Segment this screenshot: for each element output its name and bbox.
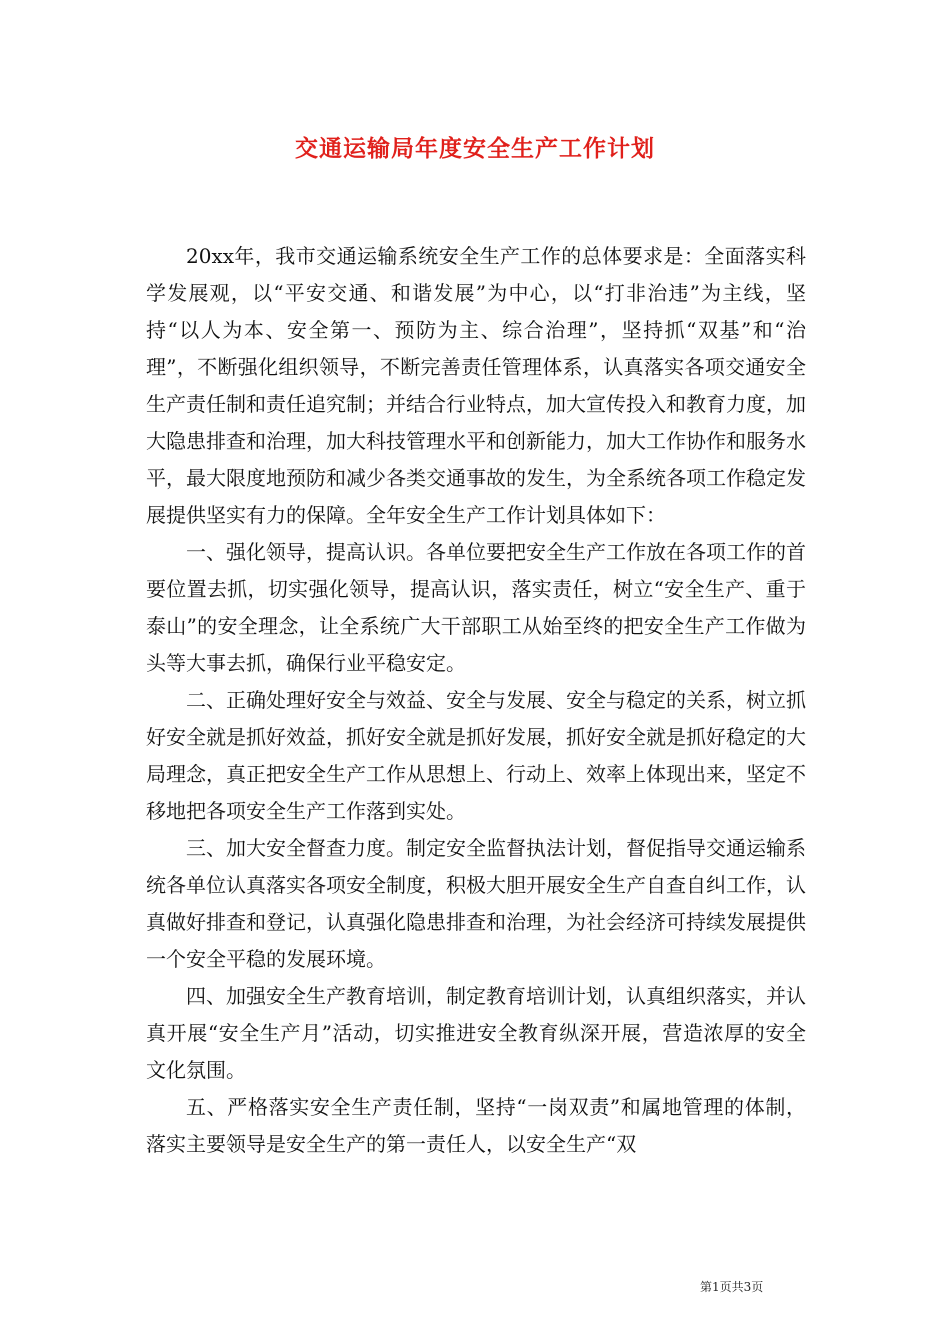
paragraph-2: 二、正确处理好安全与效益、安全与发展、安全与稳定的关系，树立抓好安全就是抓好效益，抓好安全就是抓好发展，抓好安全就是抓好稳定的大局理念，真正把安全生产工作从思想上、行动上、效率上体现出来，坚定不移地把各项安全生产工作落到实处。 (146, 688, 806, 823)
paragraph-5: 五、严格落实安全生产责任制，坚持“一岗双责”和属地管理的体制，落实主要领导是安全生产的第一责任人，以安全生产“双 (146, 1095, 806, 1156)
paragraph-intro: 20xx年，我市交通运输系统安全生产工作的总体要求是：全面落实科学发展观，以“平安交通、和谐发展”为中心，以“打非治违”为主线，坚持“以人为本、安全第一、预防为主、综合治理”，坚持抓“双基”和“治理”，不断强化组织领导，不断完善责任管理体系，认真落实各项交通安全生产责任制和责任追究制；并结合行业特点，加大宣传投入和教育力度，加大隐患排查和治理，加大科技管理水平和创新能力，加大工作协作和服务水平，最大限度地预防和减少各类交通事故的发生，为全系统各项工作稳定发展提供坚实有力的保障。全年安全生产工作计划具体如下： (146, 244, 806, 527)
document-body (146, 238, 806, 1163)
paragraph-3: 三、加大安全督查力度。制定安全监督执法计划，督促指导交通运输系统各单位认真落实各项安全制度，积极大胆开展安全生产自查自纠工作，认真做好排查和登记，认真强化隐患排查和治理，为社会经济可持续发展提供一个安全平稳的发展环境。 (146, 836, 806, 971)
page-number: 第1页共3页 (700, 1280, 764, 1294)
document-title: 交通运输局年度安全生产工作计划 (295, 135, 655, 162)
paragraph-4: 四、加强安全生产教育培训，制定教育培训计划，认真组织落实，并认真开展“安全生产月”活动，切实推进安全教育纵深开展，营造浓厚的安全文化氛围。 (146, 984, 806, 1082)
paragraph-1: 一、强化领导，提高认识。各单位要把安全生产工作放在各项工作的首要位置去抓，切实强化领导，提高认识，落实责任，树立“安全生产、重于泰山”的安全理念，让全系统广大干部职工从始至终的把安全生产工作做为头等大事去抓，确保行业平稳安定。 (146, 540, 806, 675)
